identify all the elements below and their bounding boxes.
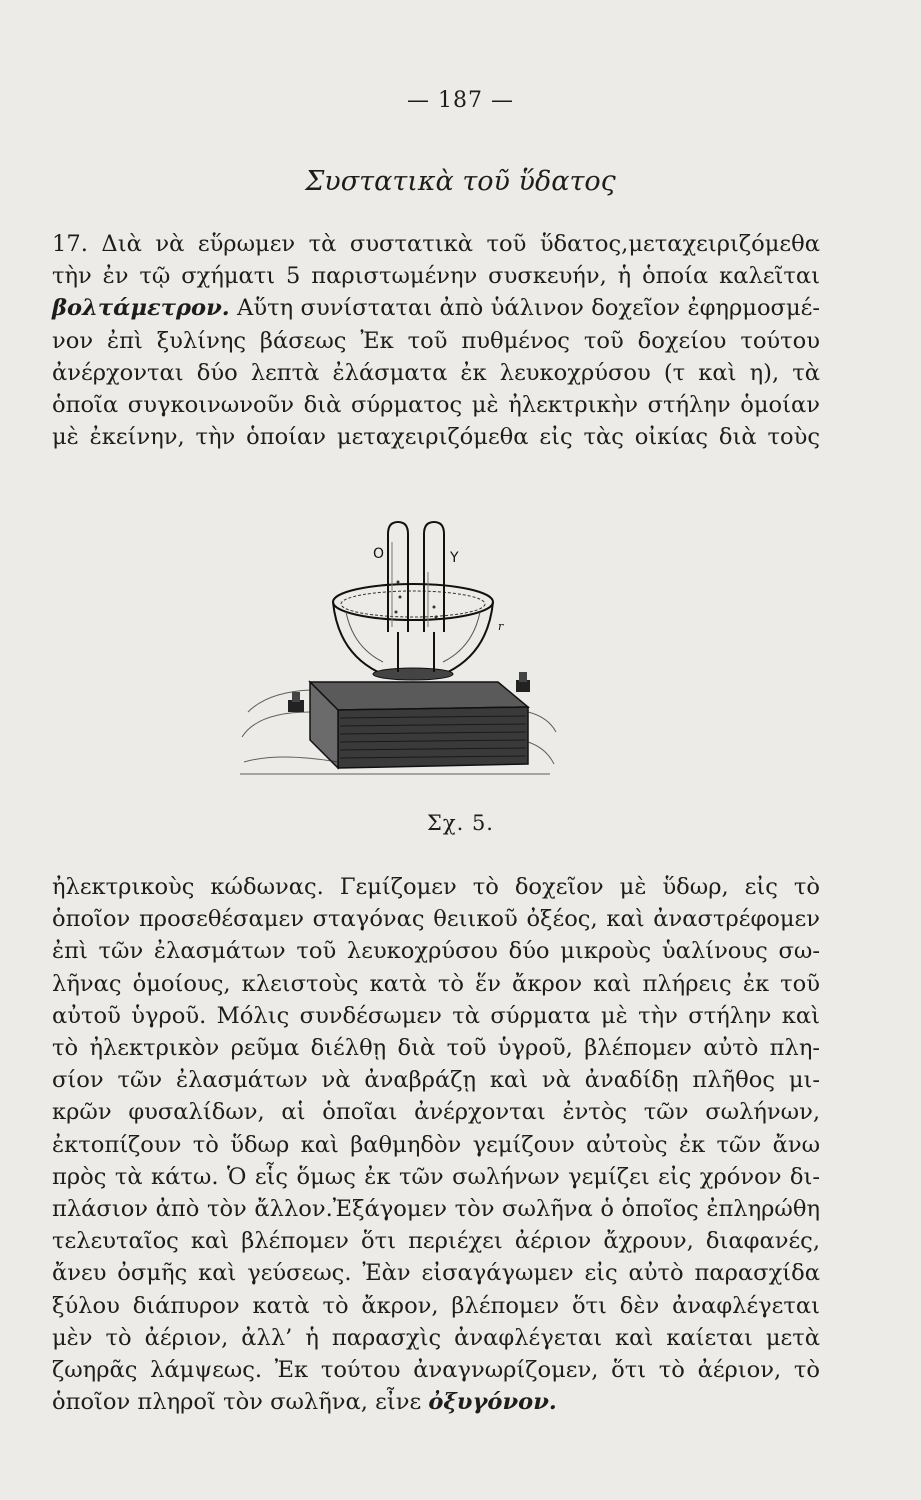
glass-bowl [333,584,493,680]
text-line: πρὸς τὰ κάτω. Ὁ εἷς ὅμως ἐκ τῶν σωλήνων γεμίζει εἰς χρόνον δι- [52,1163,820,1190]
text-line: ὁποῖον προσεθέσαμεν σταγόνας θειικοῦ ὀξέος, καὶ ἀναστρέφομεν [52,906,820,933]
text-line [52,292,820,324]
text-line: ἐκτοπίζουν τὸ ὕδωρ καὶ βαθμηδὸν γεμίζουν αὐτοὺς ἐκ τῶν ἄνω [52,1131,820,1158]
text-line: τὸ ἠλεκτρικὸν ρεῦμα διέλθῃ διὰ τοῦ ὑγροῦ, βλέπομεν αὐτὸ πλη- [52,1035,820,1062]
text-line: σίον τῶν ἐλασμάτων νὰ ἀναβράζῃ καὶ νὰ ἀναδίδῃ πλῆθος μι- [52,1067,820,1094]
text-line: 17. Διὰ νὰ εὕρωμεν τὰ συστατικὰ τοῦ ὕδατος,μεταχειριζόμεθα [52,231,820,257]
page-number: — 187 — [407,88,514,113]
label-y: Y [450,550,459,566]
text-line: ἠλεκτρικοὺς κώδωνας. Γεμίζομεν τὸ δοχεῖον μὲ ὕδωρ, εἰς τὸ [52,874,820,900]
text-line: ζωηρᾶς λάμψεως. Ἐκ τούτου ἀναγνωρίζομεν, ὅτι τὸ ἀέριον, τὸ [52,1357,820,1384]
emphasized-term: βολτάμετρον. [52,295,230,322]
voltameter-illustration [228,512,558,797]
text-fragment: ὁποῖον πληροῖ τὸν σωλῆνα, εἶνε [52,1389,429,1416]
text-line: ξύλου διάπυρον κατὰ τὸ ἄκρον, βλέπομεν ὅτι δὲν ἀναφλέγεται [52,1292,820,1319]
text-line: λῆνας ὁμοίους, κλειστοὺς κατὰ τὸ ἕν ἄκρον καὶ πλήρεις ἐκ τοῦ [52,970,820,997]
text-line: νον ἐπὶ ξυλίνης βάσεως Ἐκ τοῦ πυθμένος τοῦ δοχείου τούτου [52,327,820,354]
text-line: τὴν ἐν τῷ σχήματι 5 παριστωμένην συσκευήν, ἡ ὁποία καλεῖται [52,263,820,290]
emphasized-term: ὀξυγόνον. [428,1389,557,1416]
section-title: Συστατικὰ τοῦ ὕδατος [305,166,616,197]
paragraph-1 [52,228,820,453]
text-fragment: Αὕτη συνίσταται ἀπὸ ὑάλινον δοχεῖον ἐφηρμοσμέ- [229,295,820,322]
terminal-right [516,672,530,692]
text-line: ἄνευ ὀσμῆς καὶ γεύσεως. Ἐὰν εἰσαγάγωμεν εἰς αὐτὸ παρασχίδα [52,1260,820,1287]
paragraph-2 [52,871,820,1418]
terminal-left [288,692,304,712]
platinum-electrodes [398,632,434,672]
label-r: r [498,620,504,633]
text-line: μὲ ἐκείνην, τὴν ὁποίαν μεταχειριζόμεθα εἰς τὰς οἰκίας διὰ τοὺς [52,424,820,451]
text-line: μὲν τὸ ἀέριον, ἀλλ’ ἡ παρασχὶς ἀναφλέγεται καὶ καίεται μετὰ [52,1324,820,1351]
label-o: O [373,546,385,562]
text-line: κρῶν φυσαλίδων, αἱ ὁποῖαι ἀνέρχονται ἐντὸς τῶν σωλήνων, [52,1099,820,1126]
text-line: πλάσιον ἀπὸ τὸν ἄλλον.Ἐξάγομεν τὸν σωλῆνα ὁ ὁποῖος ἐπληρώθη [52,1196,820,1223]
text-line: ἐπὶ τῶν ἐλασμάτων τοῦ λευκοχρύσου δύο μικροὺς ὑαλίνους σω- [52,938,820,965]
text-line: ὁποῖα συγκοινωνοῦν διὰ σύρματος μὲ ἠλεκτρικὴν στήλην ὁμοίαν [52,392,820,419]
wooden-base [310,682,528,768]
test-tube-left [388,522,408,632]
text-line: αὐτοῦ ὑγροῦ. Μόλις συνδέσωμεν τὰ σύρματα μὲ τὴν στήλην καὶ [52,1002,820,1029]
text-line: ἀνέρχονται δύο λεπτὰ ἐλάσματα ἐκ λευκοχρύσου (τ καὶ η), τὰ [52,359,820,386]
figure-caption: Σχ. 5. [427,811,494,835]
text-line [52,1386,820,1418]
text-line: τελευταῖος καὶ βλέπομεν ὅτι περιέχει ἀέριον ἄχρουν, διαφανές, [52,1228,820,1255]
